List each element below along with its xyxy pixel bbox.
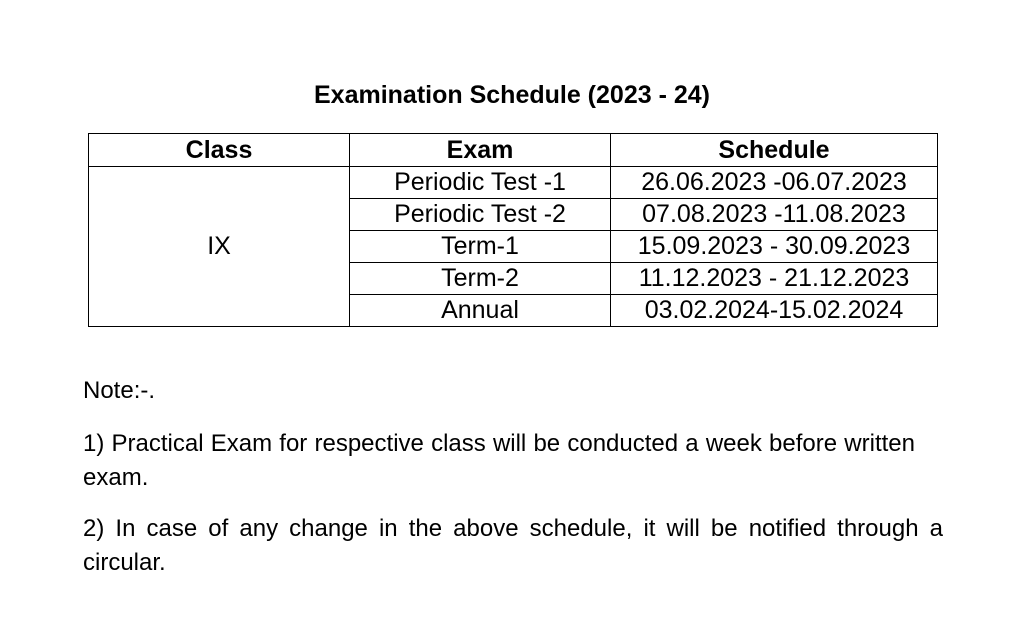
header-schedule: Schedule [611, 134, 938, 167]
table-row [89, 167, 938, 199]
exam-cell: Term-2 [350, 263, 611, 295]
note-item-2: 2) In case of any change in the above schedule, it will be notified through a circular. [83, 515, 943, 576]
exam-schedule-table [88, 133, 938, 327]
schedule-cell: 07.08.2023 -11.08.2023 [611, 199, 938, 231]
exam-cell: Periodic Test -2 [350, 199, 611, 231]
note-item-1: 1) Practical Exam for respective class will be conducted a week before written exam. [83, 430, 915, 491]
exam-cell: Term-1 [350, 231, 611, 263]
schedule-cell: 26.06.2023 -06.07.2023 [611, 167, 938, 199]
header-class: Class [89, 134, 350, 167]
document-title: Examination Schedule (2023 - 24) [314, 81, 710, 109]
class-cell: IX [89, 167, 350, 327]
schedule-cell: 11.12.2023 - 21.12.2023 [611, 263, 938, 295]
exam-cell: Periodic Test -1 [350, 167, 611, 199]
schedule-cell: 03.02.2024-15.02.2024 [611, 295, 938, 327]
header-exam: Exam [350, 134, 611, 167]
note-label: Note:-. [83, 377, 156, 404]
exam-cell: Annual [350, 295, 611, 327]
table-header-row [89, 134, 938, 167]
schedule-cell: 15.09.2023 - 30.09.2023 [611, 231, 938, 263]
